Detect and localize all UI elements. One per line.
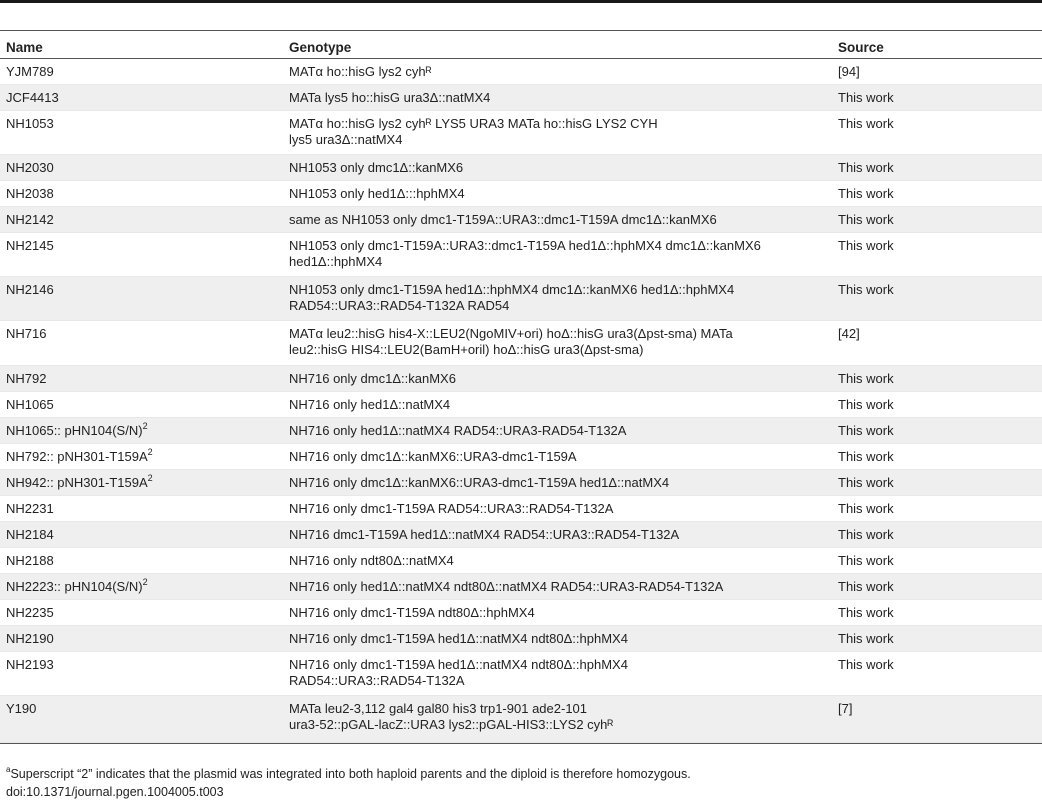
table-row [0, 207, 1042, 233]
source-cell: This work [838, 527, 894, 542]
genotype-line: NH1053 only hed1Δ:::hphMX4 [289, 186, 465, 201]
strain-name [0, 631, 289, 651]
table-row [0, 652, 1042, 696]
strain-name-text: YJM789 [6, 64, 54, 79]
genotype-cell [289, 475, 838, 495]
genotype-line: RAD54::URA3::RAD54-T132A [289, 673, 465, 688]
genotype-cell [289, 701, 838, 742]
genotype-line: NH716 only dmc1-T159A ndt80Δ::hphMX4 [289, 605, 535, 620]
genotype-line: NH1053 only dmc1Δ::kanMX6 [289, 160, 464, 175]
top-rule [0, 0, 1042, 3]
genotype-line: MATα ho::hisG lys2 cyhᴿ [289, 64, 432, 79]
strain-name-text: NH1065:: pHN104(S/N) [6, 423, 143, 438]
strain-name [0, 576, 289, 599]
strain-name-superscript: 2 [147, 472, 153, 483]
strain-name [0, 116, 289, 154]
strain-name-text: NH2235 [6, 605, 54, 620]
strain-name [0, 397, 289, 417]
genotype-cell [289, 397, 838, 417]
source-cell: [94] [838, 64, 860, 79]
strain-name-text: NH2145 [6, 238, 54, 253]
strain-name [0, 371, 289, 391]
strain-name-text: JCF4413 [6, 90, 59, 105]
strain-name-superscript: 2 [142, 420, 148, 431]
source-cell: This work [838, 212, 894, 227]
genotype-cell [289, 423, 838, 443]
header-source: Source [838, 40, 884, 55]
strain-name [0, 282, 289, 320]
table-row [0, 496, 1042, 522]
genotype-line: MATα leu2::hisG his4-X::LEU2(NgoMIV+ori) hoΔ::hisG ura3(Δpst-sma) MATa [289, 326, 733, 341]
table-row [0, 444, 1042, 470]
table-row [0, 522, 1042, 548]
genotype-cell [289, 160, 838, 180]
strain-name-text: NH1065 [6, 397, 54, 412]
strain-name [0, 212, 289, 232]
strain-name [0, 186, 289, 206]
genotype-line: NH716 only dmc1Δ::kanMX6 [289, 371, 456, 386]
strain-name-text: NH942:: pNH301-T159A [6, 475, 148, 490]
source-cell: This work [838, 238, 894, 253]
strain-name [0, 446, 289, 469]
source-cell: This work [838, 423, 894, 438]
source-cell: This work [838, 186, 894, 201]
strain-name [0, 501, 289, 521]
genotype-line: hed1Δ::hphMX4 [289, 254, 383, 269]
strain-name [0, 605, 289, 625]
genotype-cell [289, 631, 838, 651]
source-cell: This work [838, 501, 894, 516]
genotype-cell [289, 371, 838, 391]
strain-name [0, 553, 289, 573]
table-header [0, 30, 1042, 59]
strain-name [0, 238, 289, 276]
strain-name-text: NH716 [6, 326, 47, 341]
strain-name-text: NH792:: pNH301-T159A [6, 449, 148, 464]
table-row [0, 111, 1042, 155]
genotype-cell [289, 449, 838, 469]
source-cell: [42] [838, 326, 860, 341]
table-row [0, 181, 1042, 207]
source-cell: This work [838, 579, 894, 594]
strain-name [0, 527, 289, 547]
genotype-cell [289, 186, 838, 206]
source-cell: This work [838, 116, 894, 131]
footnote-marker: a [6, 764, 11, 774]
genotype-line: MATα ho::hisG lys2 cyhᴿ LYS5 URA3 MATa ho::hisG LYS2 CYH [289, 116, 658, 131]
bottom-rule [0, 743, 1042, 744]
table-row [0, 626, 1042, 652]
strain-name-text: NH2188 [6, 553, 54, 568]
genotype-line: ura3-52::pGAL-lacZ::URA3 lys2::pGAL-HIS3::LYS2 cyhᴿ [289, 717, 614, 732]
table-row [0, 155, 1042, 181]
genotype-line: lys5 ura3Δ::natMX4 [289, 132, 403, 147]
table-row [0, 392, 1042, 418]
genotype-line: NH716 only hed1Δ::natMX4 [289, 397, 451, 412]
genotype-cell [289, 657, 838, 695]
genotype-line: leu2::hisG HIS4::LEU2(BamH+oril) hoΔ::hisG ura3(Δpst-sma) [289, 342, 644, 357]
genotype-line: NH1053 only dmc1-T159A hed1Δ::hphMX4 dmc1Δ::kanMX6 hed1Δ::hphMX4 [289, 282, 735, 297]
genotype-line: NH716 only dmc1Δ::kanMX6::URA3-dmc1-T159A hed1Δ::natMX4 [289, 475, 670, 490]
genotype-line: NH716 only dmc1-T159A hed1Δ::natMX4 ndt80Δ::hphMX4 [289, 631, 628, 646]
strain-name-superscript: 2 [142, 576, 148, 587]
strain-name-text: NH1053 [6, 116, 54, 131]
strain-name-superscript: 2 [147, 446, 153, 457]
genotype-line: NH716 only dmc1Δ::kanMX6::URA3-dmc1-T159A [289, 449, 577, 464]
strain-name-text: NH792 [6, 371, 47, 386]
doi-text: doi:10.1371/journal.pgen.1004005.t003 [6, 785, 224, 799]
header-name: Name [6, 40, 43, 55]
strain-name-text: NH2193 [6, 657, 54, 672]
genotype-cell [289, 90, 838, 110]
source-cell: This work [838, 282, 894, 297]
strain-name [0, 160, 289, 180]
genotype-line: NH716 only hed1Δ::natMX4 ndt80Δ::natMX4 RAD54::URA3-RAD54-T132A [289, 579, 724, 594]
table-row [0, 233, 1042, 277]
genotype-line: NH716 dmc1-T159A hed1Δ::natMX4 RAD54::URA3::RAD54-T132A [289, 527, 680, 542]
genotype-line: same as NH1053 only dmc1-T159A::URA3::dmc1-T159A dmc1Δ::kanMX6 [289, 212, 717, 227]
genotype-cell [289, 501, 838, 521]
genotype-cell [289, 282, 838, 320]
genotype-cell [289, 605, 838, 625]
source-cell: This work [838, 475, 894, 490]
table-row [0, 85, 1042, 111]
source-cell: This work [838, 605, 894, 620]
strain-name [0, 90, 289, 110]
strain-name [0, 701, 289, 742]
source-cell: This work [838, 90, 894, 105]
strain-name [0, 472, 289, 495]
genotype-cell [289, 579, 838, 599]
table-row [0, 59, 1042, 85]
table-row [0, 418, 1042, 444]
strain-name-text: NH2190 [6, 631, 54, 646]
strain-name [0, 64, 289, 84]
header-row [0, 31, 1042, 58]
source-cell: This work [838, 160, 894, 175]
table-row [0, 600, 1042, 626]
genotype-cell [289, 116, 838, 154]
table-body [0, 59, 1042, 743]
strain-name-text: NH2223:: pHN104(S/N) [6, 579, 143, 594]
genotype-cell [289, 212, 838, 232]
genotype-cell [289, 527, 838, 547]
genotype-line: RAD54::URA3::RAD54-T132A RAD54 [289, 298, 510, 313]
strain-name-text: NH2038 [6, 186, 54, 201]
strain-name-text: Y190 [6, 701, 37, 716]
genotype-line: MATa lys5 ho::hisG ura3Δ::natMX4 [289, 90, 491, 105]
genotype-cell [289, 64, 838, 84]
table-footnote [6, 765, 691, 801]
table-row [0, 470, 1042, 496]
header-genotype: Genotype [289, 40, 352, 55]
source-cell: This work [838, 657, 894, 672]
table-row [0, 548, 1042, 574]
strain-name-text: NH2030 [6, 160, 54, 175]
source-cell: This work [838, 553, 894, 568]
table-row [0, 277, 1042, 321]
genotype-line: MATa leu2-3,112 gal4 gal80 his3 trp1-901 ade2-101 [289, 701, 588, 716]
source-cell: This work [838, 397, 894, 412]
genotype-line: NH716 only dmc1-T159A RAD54::URA3::RAD54-T132A [289, 501, 614, 516]
strain-name [0, 420, 289, 443]
source-cell: [7] [838, 701, 853, 716]
genotype-line: NH716 only ndt80Δ::natMX4 [289, 553, 454, 568]
source-cell: This work [838, 371, 894, 386]
strain-name-text: NH2231 [6, 501, 54, 516]
table-row [0, 321, 1042, 366]
footnote-text [6, 765, 691, 783]
genotype-line: NH716 only hed1Δ::natMX4 RAD54::URA3-RAD54-T132A [289, 423, 627, 438]
source-cell: This work [838, 449, 894, 464]
table-row [0, 574, 1042, 600]
genotype-cell [289, 326, 838, 365]
genotype-line: NH716 only dmc1-T159A hed1Δ::natMX4 ndt80Δ::hphMX4 [289, 657, 628, 672]
genotype-cell [289, 553, 838, 573]
strain-name-text: NH2142 [6, 212, 54, 227]
strain-name-text: NH2146 [6, 282, 54, 297]
strain-name [0, 326, 289, 365]
table-row [0, 696, 1042, 743]
genotype-cell [289, 238, 838, 276]
strain-name [0, 657, 289, 695]
genotype-line: NH1053 only dmc1-T159A::URA3::dmc1-T159A hed1Δ::hphMX4 dmc1Δ::kanMX6 [289, 238, 761, 253]
footnote-body: Superscript “2” indicates that the plasmid was integrated into both haploid parents and the diploid is therefore homozygous. [10, 767, 691, 781]
source-cell: This work [838, 631, 894, 646]
strain-name-text: NH2184 [6, 527, 54, 542]
table-row [0, 366, 1042, 392]
